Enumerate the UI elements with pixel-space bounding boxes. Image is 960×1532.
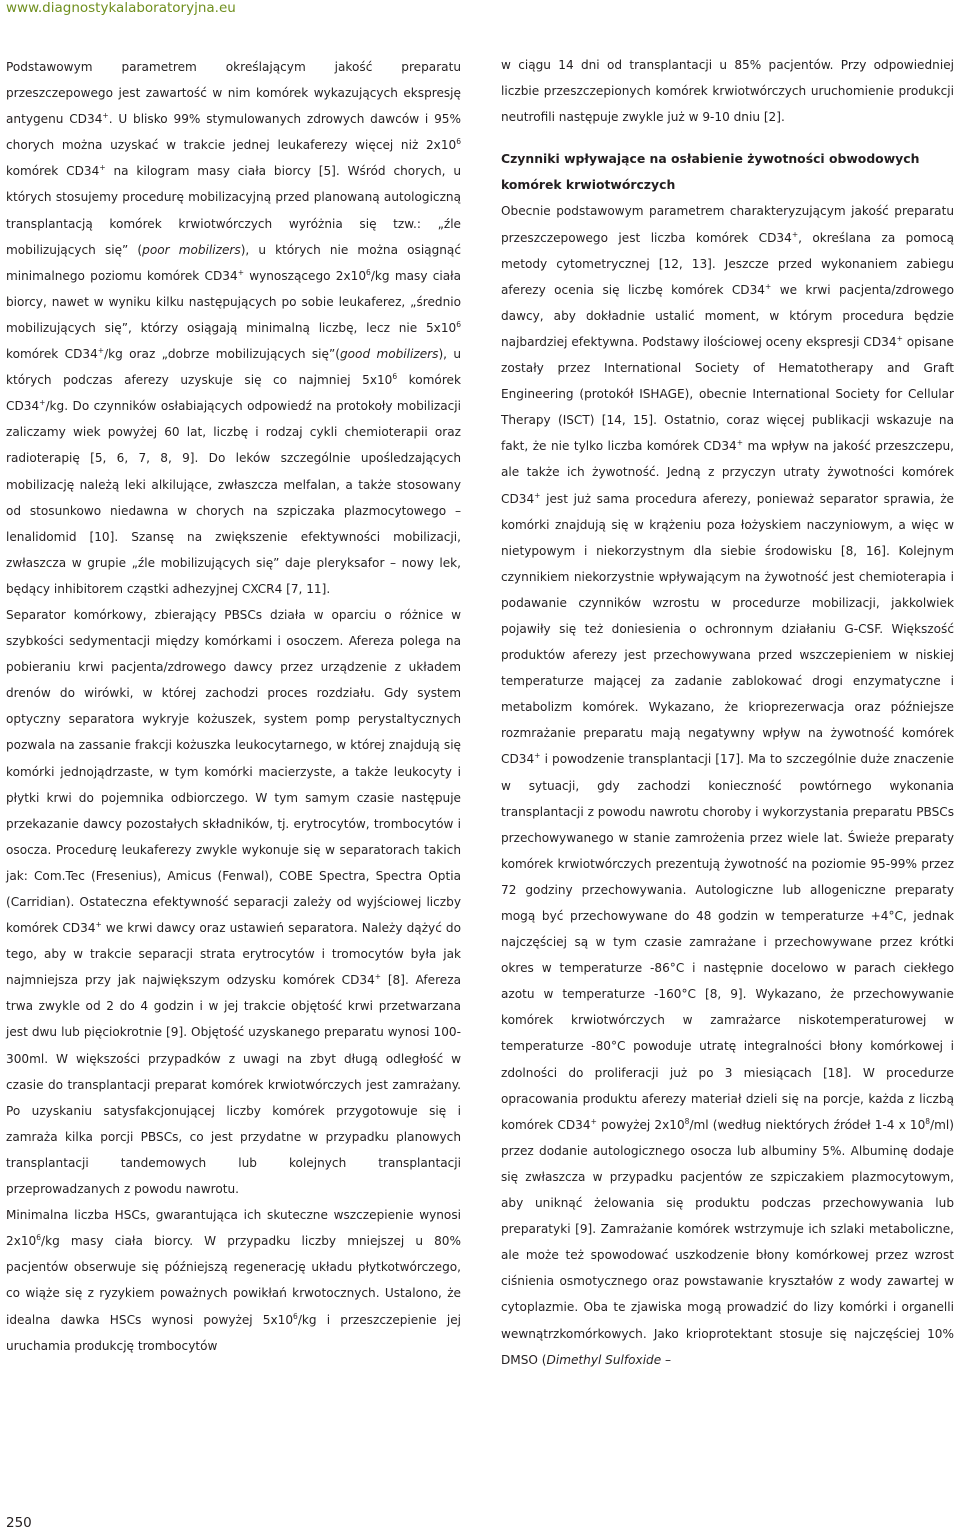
left-column <box>6 54 461 1359</box>
superscript: + <box>99 163 106 173</box>
superscript: + <box>791 229 799 239</box>
superscript: + <box>39 398 46 408</box>
paragraph-viability <box>501 198 954 1372</box>
text-run: /ml) przez dodanie autologicznego osocza lub albuminy 5%. Albuminę dodaje się zwłaszcza w przypadku pacjentów ze szpiczakiem plazmocytowym, aby uniknąć żelowania się produktu podczas przechowywania lub preparatyki [9]. Zamrażanie komórek wstrzymuje ich szlaki metaboliczne, ale może też spowodować uszkodzenie błony komórkowej przez wzrost ciśnienia osmotycznego oraz powstawanie kryształów z wody zawartej w cytoplazmie. Oba te zjawiska mogą prowadzić do lizy komórki i organelli wewnątrzkomórkowych. Jako krioprotektant stosuje się najczęściej 10% DMSO ( <box>501 1117 954 1367</box>
text-run: . U blisko 99% stymulowanych zdrowych dawców i 95% chorych można uzyskać w trakcie jednej leukaferezy więcej niż 2x10 <box>6 112 461 153</box>
superscript: + <box>590 1116 597 1126</box>
italic-text: poor mobilizers <box>142 242 241 257</box>
text-run: /kg masy ciała biorcy, nawet w wyniku kilku następujących po sobie leukaferez, „średnio mobilizujących się”, którzy osiągają minimalną liczbę, lecz nie 5x10 <box>6 268 461 335</box>
text-run: Podstawowym parametrem określającym jakość preparatu przeszczepowego jest zawartość w nim komórek wykazujących ekspresję antygenu CD34 <box>6 60 461 127</box>
superscript: 6 <box>293 1311 298 1321</box>
text-run: /kg oraz „dobrze mobilizujących się”( <box>104 347 340 362</box>
superscript: + <box>736 438 744 448</box>
superscript: + <box>896 333 903 343</box>
text-run: [8]. Afereza trwa zwykle od 2 do 4 godzin i w jej trakcie objętość krwi przetwarzana jest dwu lub pięciokrotnie [9]. Objętość uzyskanego preparatu wynosi 100-300ml. W większości przypadków z uwagi na zbyt długą odległość w czasie do transplantacji preparat komórek krwiotwórczych jest zamrażany. Po uzyskaniu satysfakcjonującej liczby komórek przygotowuje się i zamraża kilka porcji PBSCs, co jest przydatne w przypadku planowych transplantacji tandemowych lub kolejnych transplantacji przeprowadzanych z powodu nawrotu. <box>6 973 461 1197</box>
superscript: + <box>102 111 109 121</box>
text-run: /kg masy ciała biorcy. W przypadku liczby mniejszej u 80% pacjentów obserwuje się późniejszą regenerację układu płytkotwórczego, co wiąże się z ryzykiem poważnych powikłań krwotocznych. Ustalono, że idealna dawka HSCs wynosi powyżej 5x10 <box>6 1234 461 1327</box>
paragraph-neutrophil <box>501 52 954 130</box>
superscript: 6 <box>36 1233 42 1243</box>
text-run: /kg. Do czynników osłabiających odpowiedź na protokoły mobilizacji zaliczamy wiek powyżej 60 lat, liczbę i rodzaj cykli chemioterapii oraz radioterapię [5, 6, 7, 8, 9]. Do leków szczególnie upośledzających mobilizację należą leki alkilujące, zwłaszcza melfalan, a także stosowany od stosunkowo niedawna w chorych na szpiczaka plazmocytowego – lenalidomid [10]. Szansę na zwiększenie efektywności mobilizacji, zwłaszcza w grupie „źle mobilizujących się” daje pleryksafor – nowy lek, będący inhibitorem cząstki adhezyjnej CXCR4 [7, 11]. <box>6 399 461 596</box>
superscript: 8 <box>684 1116 690 1126</box>
site-url[interactable]: www.diagnostykalaboratoryjna.eu <box>6 0 236 16</box>
text-run: – <box>661 1352 672 1367</box>
text-run: komórek CD34 <box>6 373 461 414</box>
italic-text: good mobilizers <box>339 347 439 362</box>
text-run: powyżej 2x10 <box>596 1117 685 1132</box>
superscript: + <box>534 751 541 761</box>
text-run: ), u których nie można osiągnąć minimalnego poziomu komórek CD34 <box>6 242 461 283</box>
italic-text: Dimethyl Sulfoxide <box>546 1352 662 1367</box>
text-run: w ciągu 14 dni od transplantacji u 85% pacjentów. Przy odpowiedniej liczbie przeszczepionych komórek krwiotwórczych uruchomienie produkcji neutrofili następuje zwykle już w 9-10 dniu [2]. <box>501 58 954 125</box>
text-run: ), u których podczas aferezy uzyskuje się co najmniej 5x10 <box>6 347 462 388</box>
text-run: ma wpływ na jakość przeszczepu, ale także ich żywotność. Jedną z przyczyn utraty żywotności komórek CD34 <box>501 439 954 506</box>
superscript: + <box>534 490 541 500</box>
superscript: + <box>765 281 772 291</box>
paragraph-minimal-dose <box>6 1202 461 1359</box>
text-run: komórek CD34 <box>6 347 98 362</box>
text-run: , określana za pomocą metody cytometrycznej [12, 13]. Jeszcze przed wykonaniem zabiegu aferezy ocenia się liczbę komórek CD34 <box>501 230 954 297</box>
superscript: 8 <box>925 1116 931 1126</box>
text-run: opisane zostały przez International Society of Hematotherapy and Graft Engineering (protokół ISHAGE), obecnie International Society for Cellular Therapy (ISCT) [14, 15]. Ostatnio, coraz więcej publikacji wskazuje na fakt, że nie tylko liczba komórek CD34 <box>501 334 954 454</box>
text-run: we krwi pacjenta/zdrowego dawcy, aby dokładnie ustalić moment, w którym procedura będzie najbardziej efektywna. Podstawy ilościowej oceny ekspresji CD34 <box>501 282 954 349</box>
superscript: 6 <box>456 319 461 329</box>
paragraph-mobilization <box>6 54 461 602</box>
text-run: /ml (według niektórych źródeł 1-4 x 10 <box>689 1117 926 1132</box>
text-run: wynoszącego 2x10 <box>243 268 367 283</box>
superscript: + <box>374 972 382 982</box>
superscript: 6 <box>366 267 371 277</box>
text-run: na kilogram masy ciała biorcy [5]. Wśród chorych, u których stosujemy procedurę mobilizacyjną przed planowaną autologiczną transplantacją komórek krwiotwórczych wyróżnia się tzw.: „źle mobilizujących się” ( <box>6 164 462 257</box>
text-run: i powodzenie transplantacji [17]. Ma to szczególnie duże znaczenie w sytuacji, gdy zachodzi konieczność powtórnego wykonania transplantacji z powodu nawrotu choroby i wykorzystania preparatu PBSCs przechowywanego w stanie zamrożenia przez wiele lat. Świeże preparaty komórek krwiotwórczych prezentują żywotność na poziomie 95-99% przez 72 godziny przechowywania. Autologiczne lub allogeniczne preparaty mogą być przechowywane do 48 godzin w temperaturze +4°C, jednak najczęściej są w tym czasie zamrażane i przechowywane przez krótki okres w temperaturze -86°C i następnie docelowo w parach ciekłego azotu w temperaturze -160°C [8, 9]. Wykazano, że przechowywanie komórek krwiotwórczych w zamrażarce niskotemperaturowej w temperaturze -80°C powoduje utratę integralności błony komórkowej i zdolności do proliferacji już po 3 miesiącach [18]. W procedurze opracowania produktu aferezy materiał dzieli się na porcje, każda z liczbą komórek CD34 <box>501 752 954 1132</box>
paragraph-separator <box>6 602 461 1202</box>
text-run: Minimalna liczba HSCs, gwarantująca ich skuteczne wszczepienie wynosi 2x10 <box>6 1208 461 1249</box>
text-run: jest już sama procedura aferezy, ponieważ separator sprawia, że komórki znajdują się w krążeniu poza łożyskiem naczyniowym, a więc w nietypowym i niekorzystnym dla siebie środowisku [8, 16]. Kolejnym czynnikiem niekorzystnie wpływającym na żywotność jest chemioterapia i podawanie czynników wzrostu w procedurze mobilizacji, jakkolwiek pojawiły się też doniesienia o ochronnym działaniu G-CSF. Większość produktów aferezy jest przechowywana przed wszczepieniem w niskiej temperaturze mającej za zadanie zablokować drogi enzymatyczne i metabolizm komórek. Wykazano, że krioprezerwacja oraz późniejsze rozmrażanie preparatu mają negatywny wpływ na żywotność komórek CD34 <box>501 491 954 767</box>
text-run: Obecnie podstawowym parametrem charakteryzującym jakość preparatu przeszczepowego jest liczba komórek CD34 <box>501 204 954 245</box>
page-number: 250 <box>6 1515 32 1531</box>
superscript: 6 <box>456 137 461 147</box>
right-column <box>501 52 954 1373</box>
superscript: 6 <box>392 372 398 382</box>
superscript: + <box>95 920 102 930</box>
text-run: we krwi dawcy oraz ustawień separatora. Należy dążyć do tego, aby w trakcie separacji strata erytrocytów i tromocytów była jak najmniejsza przy jak największym odzysku komórek CD34 <box>6 921 461 988</box>
superscript: + <box>97 346 105 356</box>
text-run: /kg i przeszczepienie jej uruchamia produkcję trombocytów <box>6 1312 462 1353</box>
text-run: Separator komórkowy, zbierający PBSCs działa w oparciu o różnice w szybkości sedymentacji między komórkami i osoczem. Afereza polega na pobieraniu krwi pacjenta/zdrowego dawcy przez urządzenie z układem drenów do wirówki, w której zachodzi proces rozdziału. Gdy system optyczny separatora wykryje kożuszek, system pomp perystaltycznych pozwala na zassanie frakcji kożuszka leukocytarnego, w której znajdują się komórki jednojądrzaste, w tym komórki macierzyste, a także leukocyty i płytki krwi do pojemnika odbiorczego. W tym samym czasie następuje przekazanie dawcy pozostałych składników, tj. erytrocytów, trombocytów i osocza. Procedurę leukaferezy zwykle wykonuje się w separatorach takich jak: Com.Tec (Fresenius), Amicus (Fenwal), COBE Spectra, Spectra Optia (Carridian). Ostateczna efektywność separacji zależy od wyjściowej liczby komórek CD34 <box>6 607 461 936</box>
text-run: komórek CD34 <box>6 164 100 179</box>
superscript: + <box>237 267 244 277</box>
section-heading: Czynniki wpływające na osłabienie żywotności obwodowych komórek krwiotwórczych <box>501 151 920 193</box>
